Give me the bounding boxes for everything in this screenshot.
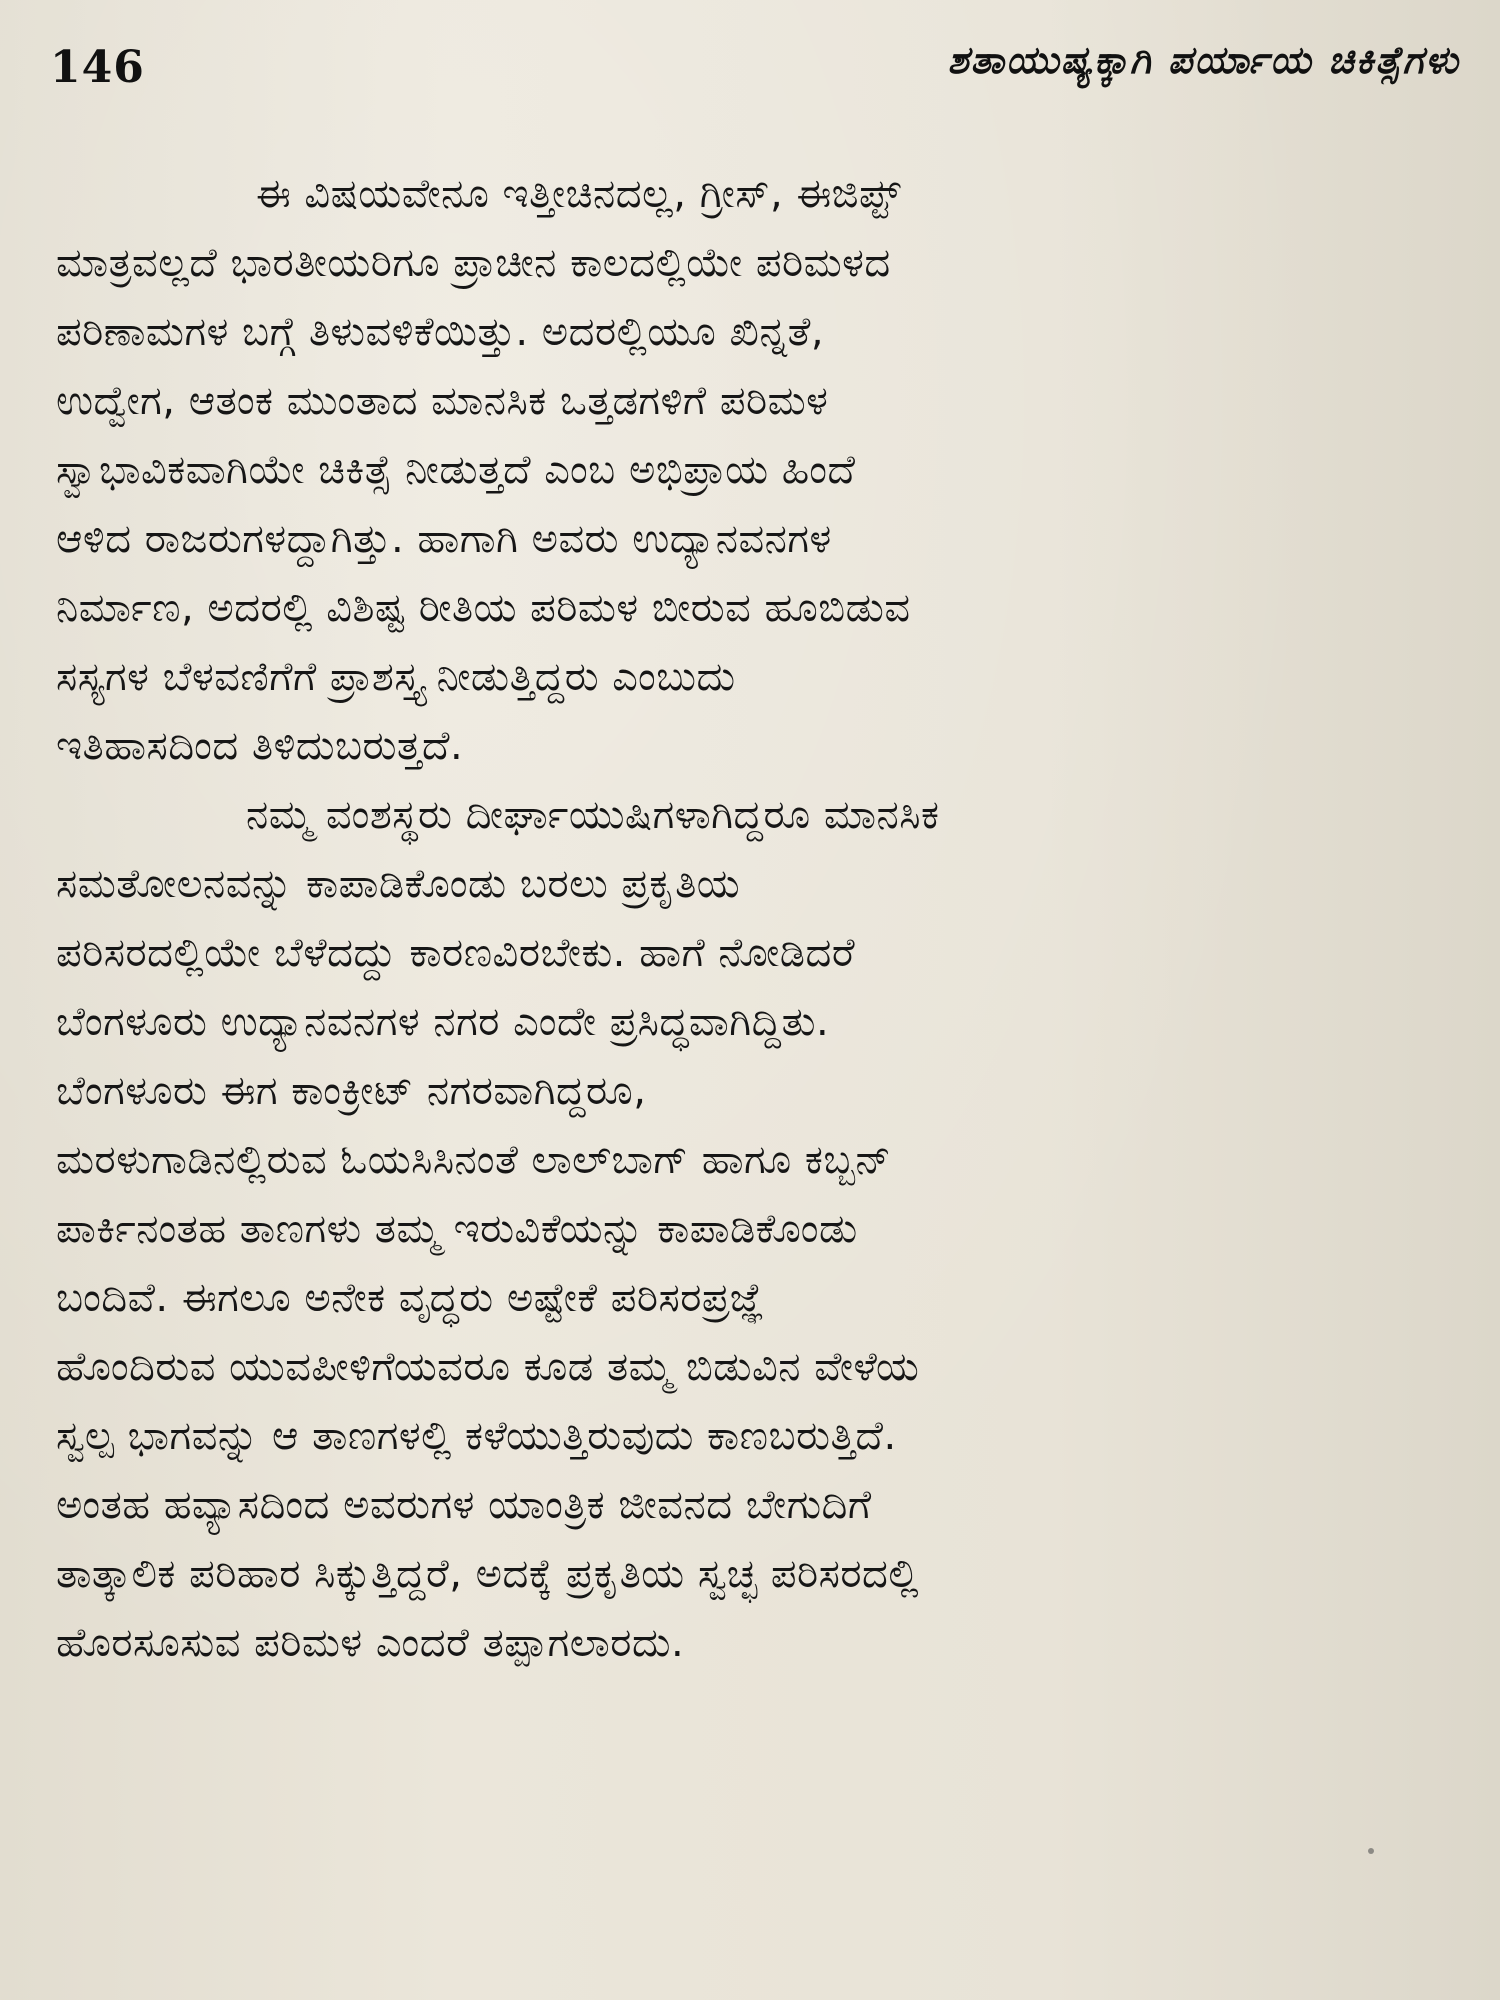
paragraph-1 xyxy=(56,160,1448,781)
text-line: ಸ್ವಲ್ಪ ಭಾಗವನ್ನು ಆ ತಾಣಗಳಲ್ಲಿ ಕಳೆಯುತ್ತಿರುವುದು ಕಾಣಬರುತ್ತಿದೆ. xyxy=(56,1413,897,1459)
text-line: ಬೆಂಗಳೂರು ಈಗ ಕಾಂಕ್ರೀಟ್ ನಗರವಾಗಿದ್ದರೂ, xyxy=(56,1068,647,1114)
text-line: ಆಳಿದ ರಾಜರುಗಳದ್ದಾಗಿತ್ತು. ಹಾಗಾಗಿ ಅವರು ಉದ್ಯಾನವನಗಳ xyxy=(56,516,832,562)
text-line: ಅಂತಹ ಹವ್ಯಾಸದಿಂದ ಅವರುಗಳ ಯಾಂತ್ರಿಕ ಜೀವನದ ಬೇಗುದಿಗೆ xyxy=(56,1482,872,1528)
text-line: ಉದ್ವೇಗ, ಆತಂಕ ಮುಂತಾದ ಮಾನಸಿಕ ಒತ್ತಡಗಳಿಗೆ ಪರಿಮಳ xyxy=(56,378,829,424)
text-line: ಹೊಂದಿರುವ ಯುವಪೀಳಿಗೆಯವರೂ ಕೂಡ ತಮ್ಮ ಬಿಡುವಿನ ವೇಳೆಯ xyxy=(56,1344,920,1390)
paragraph-2 xyxy=(56,781,1448,1678)
ink-speck xyxy=(1368,1848,1374,1854)
text-line: ಮಾತ್ರವಲ್ಲದೆ ಭಾರತೀಯರಿಗೂ ಪ್ರಾಚೀನ ಕಾಲದಲ್ಲಿಯೇ ಪರಿಮಳದ xyxy=(56,240,891,286)
text-line: ಈ ವಿಷಯವೇನೂ ಇತ್ತೀಚಿನದಲ್ಲ, ಗ್ರೀಸ್, ಈಜಿಪ್ಟ್ xyxy=(256,171,902,217)
text-line: ಸಸ್ಯಗಳ ಬೆಳವಣಿಗೆಗೆ ಪ್ರಾಶಸ್ತ್ಯ ನೀಡುತ್ತಿದ್ದರು ಎಂಬುದು xyxy=(56,654,736,700)
text-line: ತಾತ್ಕಾಲಿಕ ಪರಿಹಾರ ಸಿಕ್ಕುತ್ತಿದ್ದರೆ, ಅದಕ್ಕೆ ಪ್ರಕೃತಿಯ ಸ್ವಚ್ಛ ಪರಿಸರದಲ್ಲಿ xyxy=(56,1551,920,1597)
text-line: ಸಮತೋಲನವನ್ನು ಕಾಪಾಡಿಕೊಂಡು ಬರಲು ಪ್ರಕೃತಿಯ xyxy=(56,861,741,907)
page-number: 146 xyxy=(50,42,145,93)
text-line: ಸ್ವಾಭಾವಿಕವಾಗಿಯೇ ಚಿಕಿತ್ಸೆ ನೀಡುತ್ತದೆ ಎಂಬ ಅಭಿಪ್ರಾಯ ಹಿಂದೆ xyxy=(56,447,856,493)
text-line: ನಿರ್ಮಾಣ, ಅದರಲ್ಲಿ ವಿಶಿಷ್ಟ ರೀತಿಯ ಪರಿಮಳ ಬೀರುವ ಹೂಬಿಡುವ xyxy=(56,585,911,631)
text-line: ಹೊರಸೂಸುವ ಪರಿಮಳ ಎಂದರೆ ತಪ್ಪಾಗಲಾರದು. xyxy=(56,1620,685,1666)
body-text xyxy=(56,160,1448,1678)
running-head: ಶತಾಯುಷ್ಯಕ್ಕಾಗಿ ಪರ್ಯಾಯ ಚಿಕಿತ್ಸೆಗಳು xyxy=(947,38,1460,82)
text-line: ಇತಿಹಾಸದಿಂದ ತಿಳಿದುಬರುತ್ತದೆ. xyxy=(56,723,464,769)
text-line: ಬೆಂಗಳೂರು ಉದ್ಯಾನವನಗಳ ನಗರ ಎಂದೇ ಪ್ರಸಿದ್ಧವಾಗಿದ್ದಿತು. xyxy=(56,999,830,1045)
text-line: ಮರಳುಗಾಡಿನಲ್ಲಿರುವ ಓಯಸಿಸಿನಂತೆ ಲಾಲ್‌ಬಾಗ್ ಹಾಗೂ ಕಬ್ಬನ್ xyxy=(56,1137,892,1183)
page-header xyxy=(50,38,1460,108)
text-line: ಪರಿಣಾಮಗಳ ಬಗ್ಗೆ ತಿಳುವಳಿಕೆಯಿತ್ತು. ಅದರಲ್ಲಿಯೂ ಖಿನ್ನತೆ, xyxy=(56,309,825,355)
text-line: ಪಾರ್ಕಿನಂತಹ ತಾಣಗಳು ತಮ್ಮ ಇರುವಿಕೆಯನ್ನು ಕಾಪಾಡಿಕೊಂಡು xyxy=(56,1206,858,1252)
text-line: ಬಂದಿವೆ. ಈಗಲೂ ಅನೇಕ ವೃದ್ಧರು ಅಷ್ಟೇಕೆ ಪರಿಸರಪ್ರಜ್ಞೆ xyxy=(56,1275,765,1321)
text-line: ನಮ್ಮ ವಂಶಸ್ಥರು ದೀರ್ಘಾಯುಷಿಗಳಾಗಿದ್ದರೂ ಮಾನಸಿಕ xyxy=(246,792,940,838)
text-line: ಪರಿಸರದಲ್ಲಿಯೇ ಬೆಳೆದದ್ದು ಕಾರಣವಿರಬೇಕು. ಹಾಗೆ ನೋಡಿದರೆ xyxy=(56,930,856,976)
